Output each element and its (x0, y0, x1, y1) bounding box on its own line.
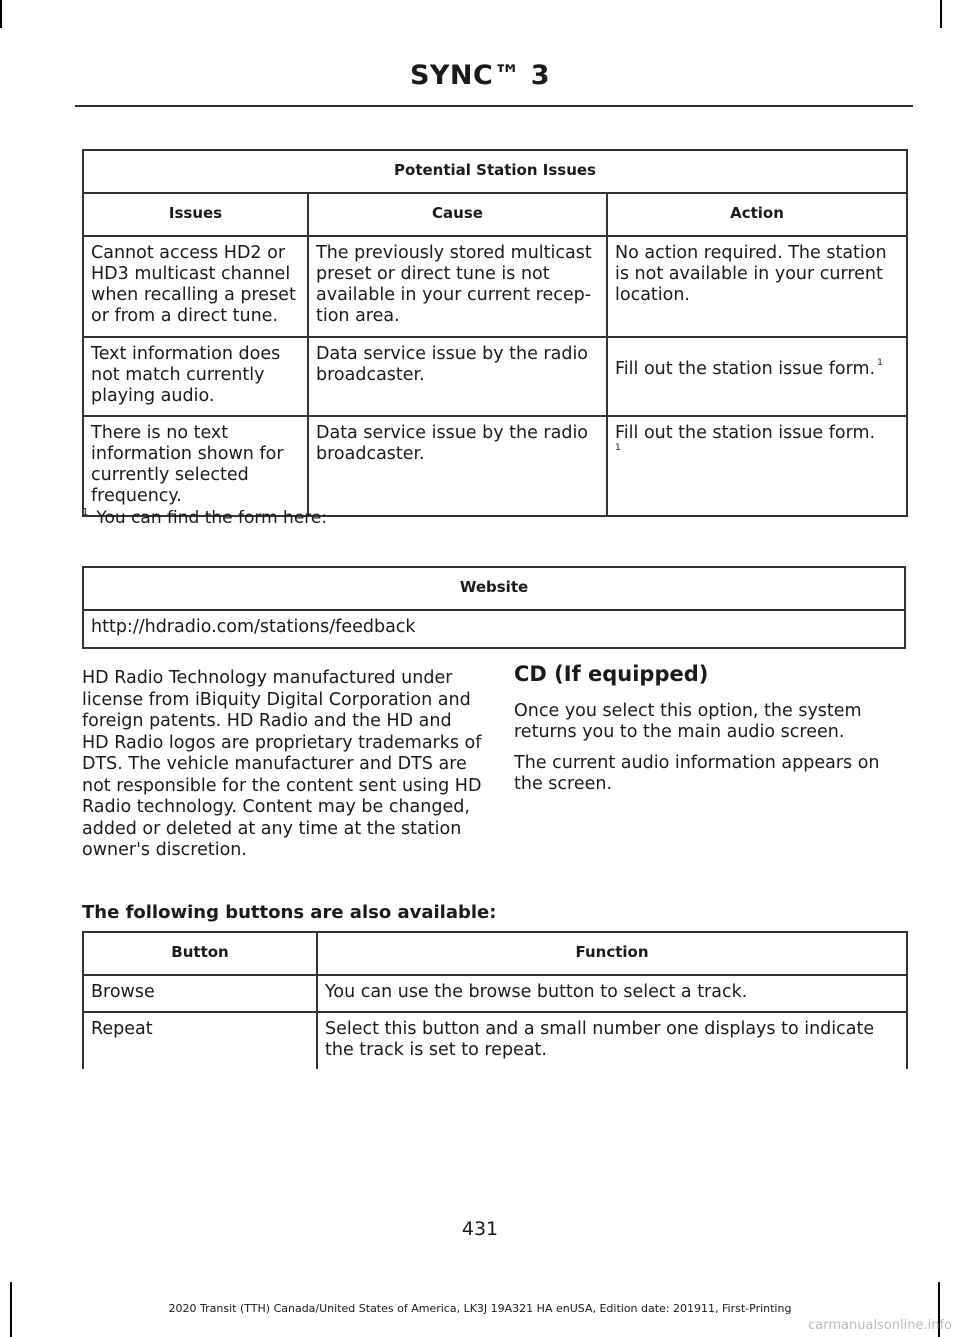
cd-section (514, 664, 909, 805)
action-cell (607, 337, 907, 416)
issue-cell: Text information does not match currently playing audio. (83, 337, 308, 416)
function-cell: Select this button and a small number one displays to indicate the track is set to repeat. (317, 1012, 907, 1069)
footnote-marker: 1 (615, 443, 621, 453)
cause-cell: Data service issue by the radio broadcaster. (308, 416, 607, 516)
cd-paragraph-2: The current audio information appears on the screen. (514, 752, 880, 794)
issue-cell: Cannot access HD2 or HD3 multicast channel when recalling a preset or from a direct tune. (83, 236, 308, 337)
page-number: 431 (461, 1218, 499, 1240)
cd-paragraph-1: Once you select this option, the system returns you to the main audio screen. (514, 700, 862, 742)
action-text: Fill out the station issue form. (615, 423, 876, 443)
table-row (83, 236, 907, 337)
station-issues-table (82, 149, 908, 517)
crop-mark-top-right (940, 0, 942, 28)
website-table (82, 566, 906, 649)
header-divider (75, 105, 913, 107)
cause-cell: The previously stored multicast preset or direct tune is not available in your current recep- tion area. (308, 236, 607, 337)
cause-cell: Data service issue by the radio broadcaster. (308, 337, 607, 416)
function-cell: You can use the browse button to select a track. (317, 975, 907, 1012)
buttons-heading: The following buttons are also available: (82, 902, 497, 923)
action-text: Fill out the station issue form. (615, 359, 876, 379)
button-name-cell: Browse (83, 975, 317, 1012)
edition-line: 2020 Transit (TTH) Canada/United States of America, LK3J 19A321 HA enUSA, Edition date: 201911, First-Printing (168, 1302, 792, 1315)
table-caption: Potential Station Issues (83, 150, 907, 193)
hd-radio-notice (82, 668, 482, 871)
column-header-cause: Cause (308, 193, 607, 236)
issue-cell: There is no text information shown for currently selected frequency. (83, 416, 308, 516)
page-title: SYNC™ 3 (409, 60, 551, 91)
table-row (83, 416, 907, 516)
footnote-marker: 1 (877, 358, 883, 368)
cd-heading: CD (If equipped) (514, 662, 709, 686)
watermark: carmanualsonline.info (808, 1318, 952, 1333)
footnote-text: You can find the form here: (96, 508, 328, 528)
buttons-table (82, 931, 908, 1069)
action-cell (607, 416, 907, 516)
column-header-action: Action (607, 193, 907, 236)
website-header: Website (83, 567, 905, 610)
footnote-number: 1 (82, 507, 89, 518)
column-header-issues: Issues (83, 193, 308, 236)
hd-radio-paragraph: HD Radio Technology manufactured under license from iBiquity Digital Corporation and foreign patents. HD Radio and the HD and HD Radio logos are proprietary trademarks of DTS. The vehicle manufacturer and DTS are not responsible for the content sent using HD Radio technology. Content may be changed, added or deleted at any time at the station owner's discretion. (82, 668, 482, 860)
crop-mark-top-left (0, 0, 2, 28)
table-row (83, 975, 907, 1012)
button-name-cell: Repeat (83, 1012, 317, 1069)
column-header-button: Button (83, 932, 317, 975)
column-header-function: Function (317, 932, 907, 975)
action-cell: No action required. The station is not available in your current location. (607, 236, 907, 337)
website-url: http://hdradio.com/stations/feedback (83, 610, 905, 648)
table-row (83, 1012, 907, 1069)
table-row (83, 337, 907, 416)
footnote (82, 508, 327, 528)
